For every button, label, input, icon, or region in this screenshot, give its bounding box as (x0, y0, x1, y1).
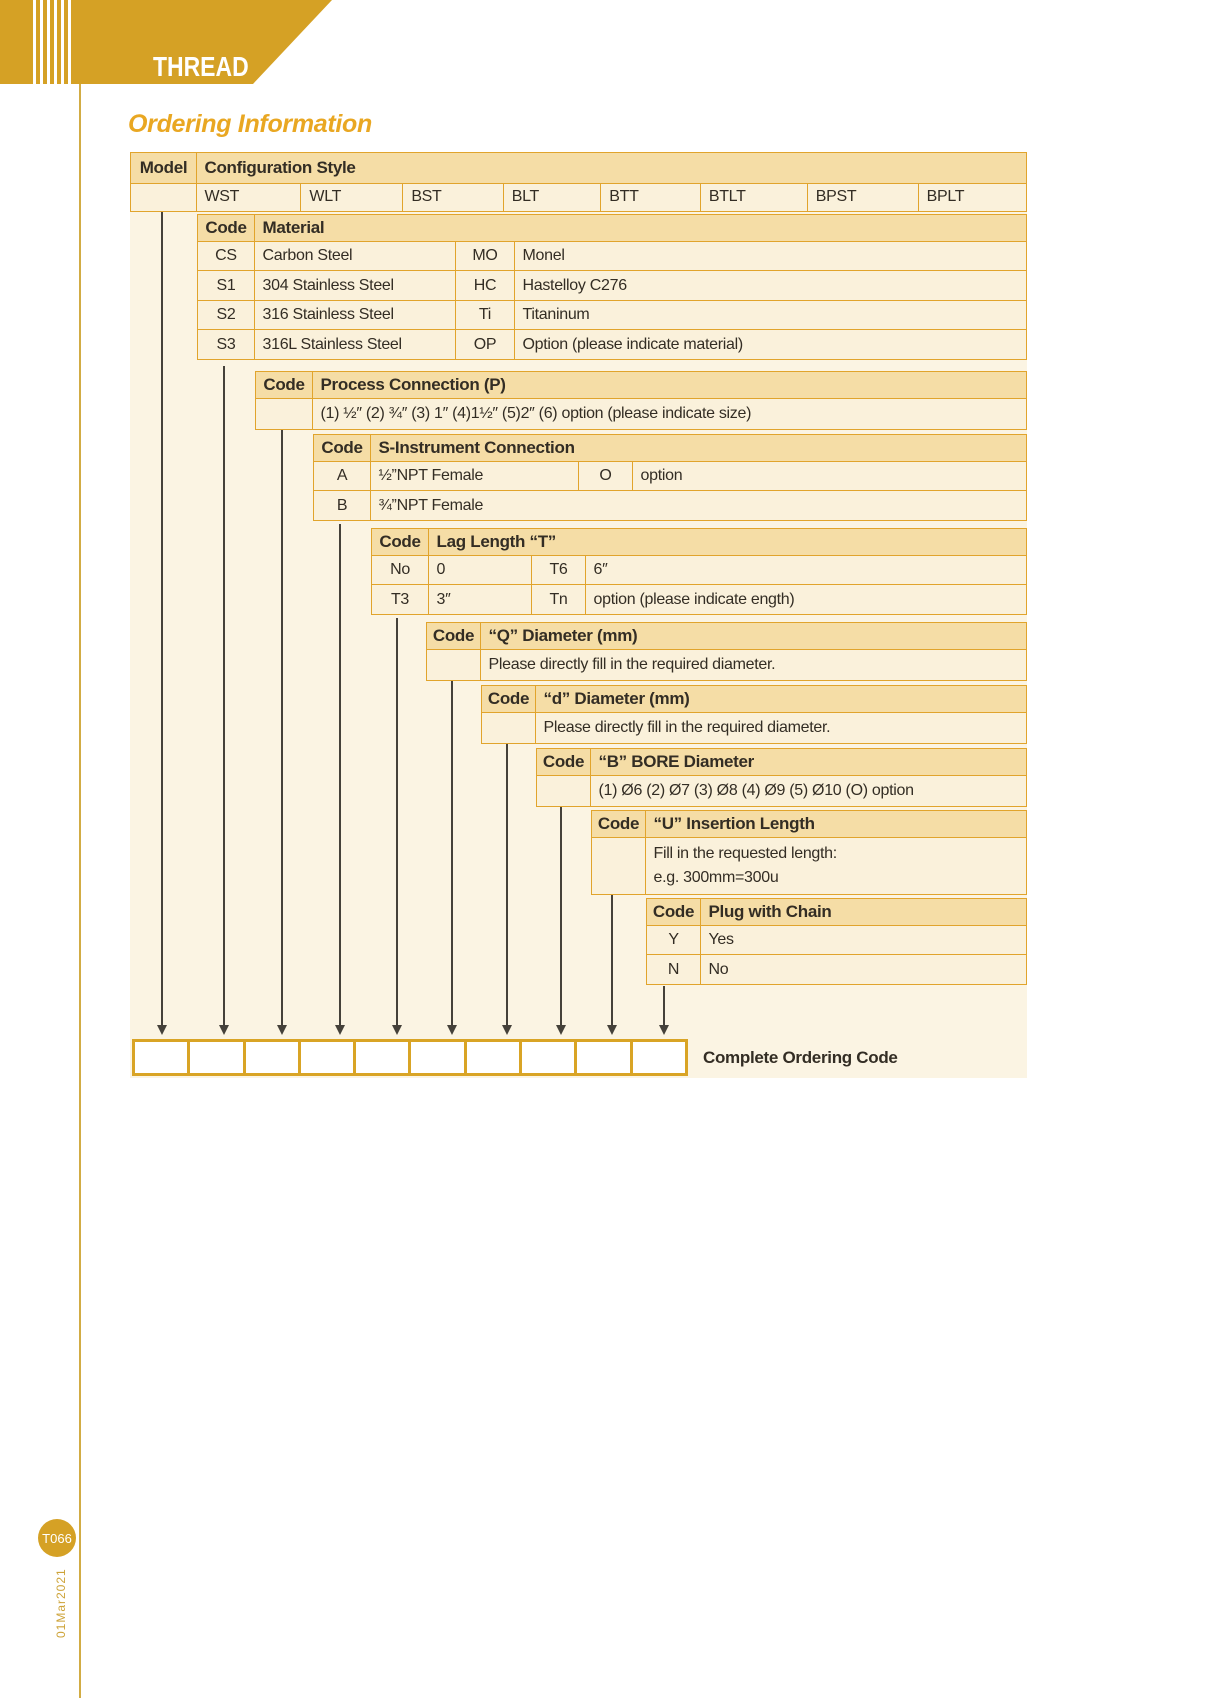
plug-chain-value: No (700, 954, 1028, 985)
u-insertion-note-line2: e.g. 300mm=300u (653, 868, 779, 886)
bore-options: (1) Ø6 (2) Ø7 (3) Ø8 (4) Ø9 (5) Ø10 (O) option (590, 775, 1028, 807)
flow-arrow-head (335, 1025, 345, 1035)
flow-arrow-line (281, 430, 283, 1026)
flow-arrow-head (607, 1025, 617, 1035)
doc-id-badge: T066 (38, 1519, 76, 1557)
plug-chain-header-row (646, 898, 1027, 926)
lag-length-code-header: Code (371, 528, 429, 556)
ordering-code-boxes (132, 1039, 688, 1076)
order-code-box (630, 1039, 688, 1076)
material-name: 304 Stainless Steel (254, 270, 457, 301)
process-sizes: (1) ½″ (2) ¾″ (3) 1″ (4)1½″ (5)2″ (6) option (please indicate size) (312, 398, 1028, 430)
bore-diameter-title: “B” BORE Diameter (590, 748, 1028, 776)
material-name: Carbon Steel (254, 241, 457, 272)
order-code-box (243, 1039, 301, 1076)
material-title: Material (254, 214, 1028, 242)
complete-ordering-code-label: Complete Ordering Code (703, 1047, 898, 1067)
config-style-bpst: BPST (807, 183, 919, 212)
config-style-blt: BLT (503, 183, 602, 212)
s-instrument-header-row (313, 434, 1027, 462)
model-empty-cell (130, 183, 197, 212)
material-code: S2 (197, 300, 255, 331)
flow-arrow-line (223, 366, 225, 1026)
q-diameter-header-row (426, 622, 1027, 650)
lag-value: 6″ (585, 555, 1028, 586)
model-header: Model (130, 152, 197, 184)
process-code-header: Code (255, 371, 313, 399)
u-insertion-code-header: Code (591, 810, 646, 838)
order-code-box (408, 1039, 466, 1076)
material-name: 316L Stainless Steel (254, 329, 457, 360)
material-code: MO (455, 241, 515, 272)
plug-chain-row (646, 954, 1027, 985)
config-style-wst: WST (196, 183, 302, 212)
process-connection-title: Process Connection (P) (312, 371, 1028, 399)
d-diameter-title: “d” Diameter (mm) (535, 685, 1028, 713)
lag-code: No (371, 555, 429, 586)
config-style-wlt: WLT (300, 183, 403, 212)
material-name: 316 Stainless Steel (254, 300, 457, 331)
material-header-row (197, 214, 1027, 242)
banner-stripe (33, 0, 36, 84)
flow-arrow-line (339, 524, 341, 1026)
flow-arrow-line (451, 681, 453, 1026)
lag-length-row (371, 584, 1027, 615)
u-insertion-header-row (591, 810, 1027, 838)
config-style-btt: BTT (600, 183, 701, 212)
bore-diameter-header-row (536, 748, 1027, 776)
lag-value: 0 (428, 555, 533, 586)
material-row (197, 270, 1027, 301)
process-code (255, 398, 313, 430)
lag-length-title: Lag Length “T” (428, 528, 1028, 556)
banner-stripe (40, 0, 43, 84)
flow-arrow-line (663, 986, 665, 1026)
s-instrument-code: B (313, 490, 371, 521)
process-connection-header-row (255, 371, 1027, 399)
u-insertion-note (645, 837, 1028, 895)
lag-code: T3 (371, 584, 429, 615)
material-code: CS (197, 241, 255, 272)
s-instrument-title: S-Instrument Connection (370, 434, 1028, 462)
banner-title: THREAD (153, 51, 249, 82)
d-diameter-code (481, 712, 536, 744)
material-code: S1 (197, 270, 255, 301)
flow-arrow-head (447, 1025, 457, 1035)
plug-chain-row (646, 925, 1027, 956)
banner-stripe (61, 0, 64, 84)
order-code-box (132, 1039, 190, 1076)
q-diameter-code-header: Code (426, 622, 481, 650)
plug-chain-code: N (646, 954, 701, 985)
config-style-bplt: BPLT (918, 183, 1027, 212)
flow-arrow-head (556, 1025, 566, 1035)
material-name: Hastelloy C276 (514, 270, 1028, 301)
flow-arrow-head (502, 1025, 512, 1035)
order-code-box (519, 1039, 577, 1076)
order-code-box (353, 1039, 411, 1076)
s-instrument-row (313, 490, 1027, 521)
material-name: Titaninum (514, 300, 1028, 331)
u-insertion-row (591, 837, 1027, 895)
order-code-box (464, 1039, 522, 1076)
plug-chain-code-header: Code (646, 898, 701, 926)
page-title: Ordering Information (128, 110, 373, 138)
material-code: HC (455, 270, 515, 301)
material-row (197, 241, 1027, 272)
material-code: S3 (197, 329, 255, 360)
q-diameter-note: Please directly fill in the required diameter. (480, 649, 1028, 681)
doc-date: 01Mar2021 (54, 1568, 68, 1638)
left-margin-rule (79, 84, 81, 1698)
order-code-box (187, 1039, 245, 1076)
banner-stripe (68, 0, 71, 84)
config-style-row (130, 183, 1027, 212)
flow-arrow-line (396, 618, 398, 1026)
q-diameter-code (426, 649, 481, 681)
flow-arrow-line (161, 212, 163, 1026)
banner-stripe (47, 0, 50, 84)
d-diameter-row (481, 712, 1027, 744)
s-instrument-value: ¾”NPT Female (370, 490, 1028, 521)
bore-code (536, 775, 591, 807)
flow-arrow-head (277, 1025, 287, 1035)
banner-stripe (54, 0, 57, 84)
config-style-bst: BST (402, 183, 504, 212)
material-row (197, 300, 1027, 331)
s-instrument-code: O (578, 461, 633, 492)
plug-chain-title: Plug with Chain (700, 898, 1028, 926)
order-code-box (298, 1039, 356, 1076)
bore-code-header: Code (536, 748, 591, 776)
flow-arrow-head (392, 1025, 402, 1035)
lag-length-row (371, 555, 1027, 586)
flow-arrow-line (506, 744, 508, 1026)
s-instrument-code: A (313, 461, 371, 492)
bore-diameter-row (536, 775, 1027, 807)
d-diameter-header-row (481, 685, 1027, 713)
q-diameter-title: “Q” Diameter (mm) (480, 622, 1028, 650)
lag-code: T6 (531, 555, 586, 586)
q-diameter-row (426, 649, 1027, 681)
flow-arrow-line (560, 807, 562, 1026)
material-code: Ti (455, 300, 515, 331)
lag-value: option (please indicate ength) (585, 584, 1028, 615)
material-code: OP (455, 329, 515, 360)
flow-arrow-head (157, 1025, 167, 1035)
d-diameter-note: Please directly fill in the required diameter. (535, 712, 1028, 744)
s-instrument-row (313, 461, 1027, 492)
flow-arrow-head (219, 1025, 229, 1035)
plug-chain-value: Yes (700, 925, 1028, 956)
configuration-style-header: Configuration Style (196, 152, 1028, 184)
config-style-btlt: BTLT (700, 183, 808, 212)
material-name: Option (please indicate material) (514, 329, 1028, 360)
table-header-row (130, 152, 1027, 184)
u-insertion-note-line1: Fill in the requested length: (653, 845, 837, 863)
u-insertion-code (591, 837, 646, 895)
lag-value: 3″ (428, 584, 533, 615)
plug-chain-code: Y (646, 925, 701, 956)
material-code-header: Code (197, 214, 255, 242)
s-instrument-value: option (632, 461, 1028, 492)
s-instrument-code-header: Code (313, 434, 371, 462)
order-code-box (574, 1039, 632, 1076)
flow-arrow-line (611, 895, 613, 1026)
lag-length-header-row (371, 528, 1027, 556)
material-name: Monel (514, 241, 1028, 272)
material-row (197, 329, 1027, 360)
s-instrument-value: ½”NPT Female (370, 461, 580, 492)
lag-code: Tn (531, 584, 586, 615)
process-connection-row (255, 398, 1027, 430)
flow-arrow-head (659, 1025, 669, 1035)
d-diameter-code-header: Code (481, 685, 536, 713)
u-insertion-title: “U” Insertion Length (645, 810, 1028, 838)
